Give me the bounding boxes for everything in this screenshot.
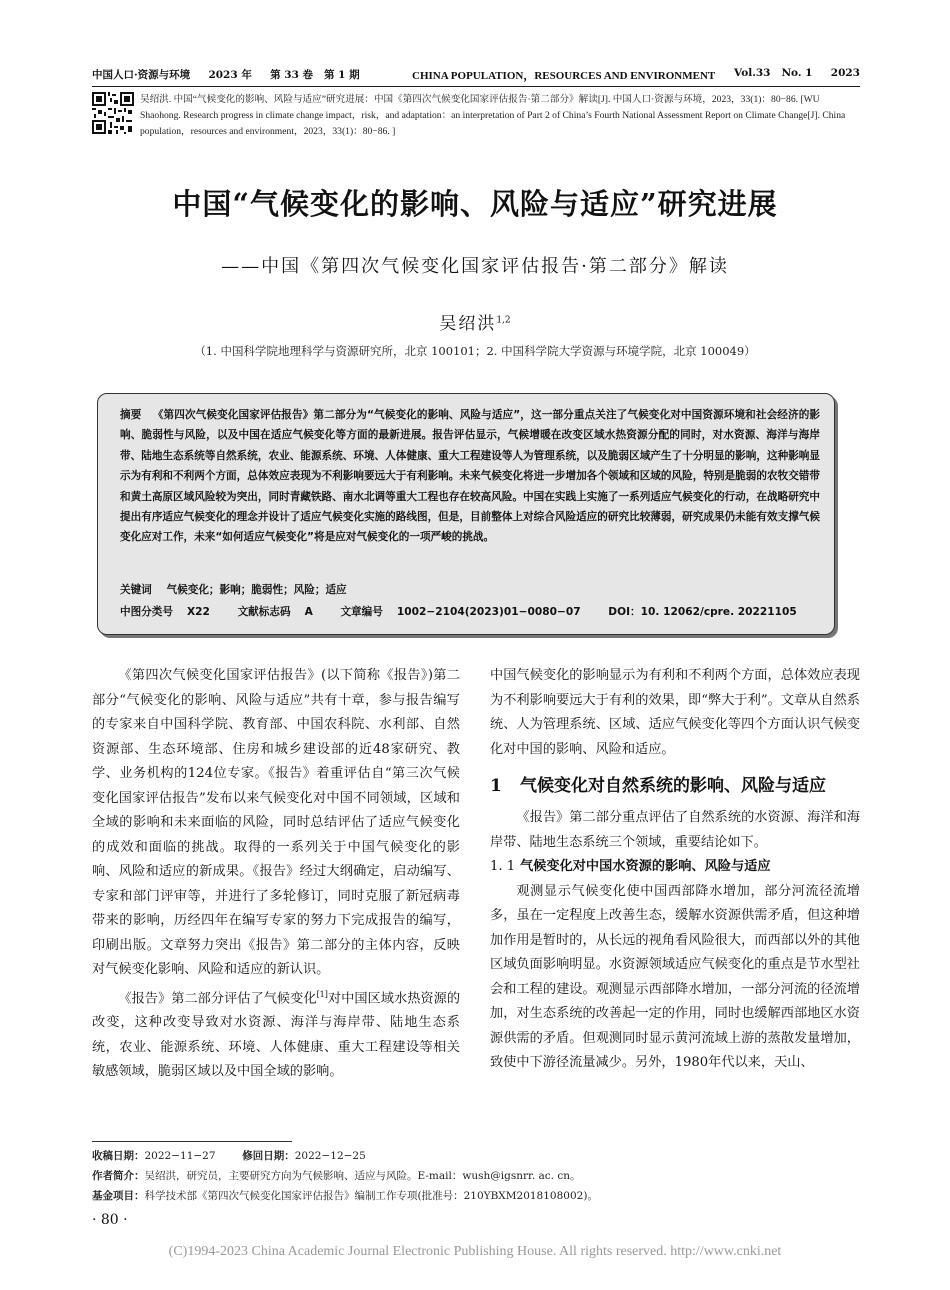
header-right (734, 67, 860, 79)
header-rule (92, 86, 860, 87)
section-title: 气候变化对自然系统的影响、风险与适应 (520, 776, 826, 796)
keywords: 气候变化；影响；脆弱性；风险；适应 (166, 584, 347, 596)
body-column-left (92, 664, 460, 1085)
subsection-heading (490, 855, 860, 880)
year-cn: 2023 年 (208, 69, 252, 81)
affiliation: （1. 中国科学院地理科学与资源研究所，北京 100101；2. 中国科学院大学资源与环境学院，北京 100049） (194, 344, 756, 358)
paragraph-text: 《报告》第二部分评估了气候变化 (118, 990, 317, 1006)
doi-value: 10. 12062/cpre. 20221105 (640, 606, 797, 618)
paragraph: 《第四次气候变化国家评估报告》(以下简称《报告》)第二部分“气候变化的影响、风险与适应”共有十章，参与报告编写的专家来自中国科学院、教育部、中国农科院、水利部、自然资源部、生态环境部、住房和城乡建设部的近48家研究、教学、业务机构的124位专家。《报告》着重评估自“第三次气候变化国家评估报告”发布以来气候变化对中国不同领域，区域和全域的影响和未来面临的风险，同时总结评估了适应气候变化的成效和面临的挑战。取得的一系列关于中国气候变化的影响、风险和适应的新成果。《报告》经过大纲确定，启动编写、专家和部门评审等，并进行了多轮修订，同时克服了新冠病毒带来的影响，历经四年在编写专家的努力下完成报告的编写，印刷出版。文章努力突出《报告》第二部分的主体内容，反映对气候变化影响、风险和适应的新认识。 (92, 668, 460, 977)
volume-en: Vol.33 (734, 67, 771, 79)
paragraph: 观测显示气候变化使中国西部降水增加，部分河流径流增多，虽在一定程度上改善生态，缓解水资源供需矛盾，但这种增加作用是暂时的，从长远的视角看风险很大，而西部以外的其他区域负面影响明显。水资源领域适应气候变化的重点是节水型社会和工程的建设。观测显示西部降水增加，一部分河流的径流增加，对生态系统的改善起一定的作用，同时也缓解西部地区水资源供需的矛盾。但观测同时显示黄河流域上游的蒸散发量增加，致使中下游径流量减少。另外，1980年代以来，天山、 (490, 883, 860, 1070)
paragraph: 《报告》第二部分重点评估了自然系统的水资源、海洋和海岸带、陆地生态系统三个领域，重要结论如下。 (490, 810, 860, 850)
journal-name-cn: 中国人口·资源与环境 (92, 69, 191, 81)
keywords-line (120, 582, 820, 597)
doccode-label: 文献标志码 (237, 606, 291, 618)
received-date: 2022−11−27 (144, 1150, 216, 1162)
subsection-number: 1. 1 (490, 859, 516, 874)
journal-name-en: CHINA POPULATION，RESOURCES AND ENVIRONMENT (412, 70, 716, 82)
received-label: 收稿日期： (92, 1150, 145, 1162)
fund-text: 科学技术部《第四次气候变化国家评估报告》编制工作专项(批准号：210YBXM2018108002)。 (144, 1190, 598, 1202)
volume-cn: 第 33 卷 (270, 69, 314, 81)
keywords-label: 关键词 (120, 584, 152, 596)
classification-line (120, 604, 820, 619)
paragraph-text: 对中国区域水热资源的改变，这种改变导致对水资源、海洋与海岸带、陆地生态系统，农业、能源系统、环境、人体健康、重大工程建设等相关敏感领域，脆弱区域以及中国全域的影响。 (92, 990, 461, 1080)
body-column-right (490, 664, 860, 1076)
revised-date: 2022−12−25 (294, 1150, 366, 1162)
copyright-watermark: (C)1994-2023 China Academic Journal Electronic Publishing House. All rights reserved. http://www.cnki.net (168, 1244, 782, 1259)
abstract-text: 《第四次气候变化国家评估报告》第二部分为“气候变化的影响、风险与适应”，这一部分重点关注了气候变化对中国资源环境和社会经济的影响、脆弱性与风险，以及中国在适应气候变化等方面的最新进展。报告评估显示，气候增暖在改变区域水热资源分配的同时，对水资源、海洋与海岸带、陆地生态系统等自然系统，农业、能源系统、环境、人体健康、重大工程建设等人为管理系统，以及脆弱区域产生了十分明显的影响，这种影响显示为有利和不利两个方面，总体效应表现为不利影响要远大于有利影响。未来气候变化将进一步增加各个领域和区域的风险，特别是脆弱的农牧交错带和黄土高原区域风险较为突出，同时青藏铁路、南水北调等重大工程也存在较高风险。中国在实践上实施了一系列适应气候变化的行动，在战略研究中提出有序适应气候变化的理念并设计了适应气候变化实施的路线图，但是，目前整体上对综合风险适应的研究比较薄弱，研究成果仍未能有效支撑气候变化应对工作，未来“如何适应气候变化”将是应对气候变化的一项严峻的挑战。 (120, 409, 820, 544)
section-number: 1 (490, 776, 502, 796)
number-en: No. 1 (781, 67, 813, 79)
subsection-title: 气候变化对中国水资源的影响、风险与适应 (520, 859, 771, 874)
author-bio: 吴绍洪，研究员，主要研究方向为气候影响、适应与风险。E-mail：wush@igsnrr. ac. cn。 (144, 1170, 581, 1182)
author-bio-label: 作者简介： (92, 1170, 145, 1182)
paper-subtitle: ——中国《第四次气候变化国家评估报告·第二部分》解读 (221, 256, 729, 277)
year-en: 2023 (830, 67, 860, 79)
clc-value: X22 (186, 606, 210, 618)
running-header (92, 67, 860, 85)
author-affil-markers: 1,2 (496, 315, 511, 326)
qr-code-icon (92, 92, 134, 134)
footnote-fund (92, 1188, 860, 1203)
doccode-value: A (304, 606, 313, 618)
footnote-rule (92, 1141, 292, 1142)
paper-title: 中国“气候变化的影响、风险与适应”研究进展 (172, 187, 778, 221)
issue-cn: 第 1 期 (324, 69, 360, 81)
abstract (120, 405, 820, 548)
page-number: · 80 · (92, 1212, 128, 1228)
articleno-value: 1002−2104(2023)01−0080−07 (396, 606, 581, 618)
paragraph: 中国气候变化的影响显示为有利和不利两个方面，总体效应表现为不利影响要远大于有利的效果，即“弊大于利”。文章从自然系统、人为管理系统、区域、适应气候变化等四个方面认识气候变化对中国的影响、风险和适应。 (490, 668, 860, 757)
citation-text: 吴绍洪. 中国“气候变化的影响、风险与适应”研究进展：中国《第四次气候变化国家评估报告·第二部分》解读[J]. 中国人口·资源与环境，2023，33(1)：80−86. [WU Shaohong. Research progress in climate change impact，risk，and adaptation：an interpretation of Part 2 of China’s Fourth National Assessment Report on Climate Change[J]. China population，resources and environment，2023，33(1)：80−86. ] (140, 94, 846, 137)
author-line (0, 309, 950, 334)
doi-label: DOI： (608, 606, 641, 618)
clc-label: 中图分类号 (120, 606, 173, 618)
author-name: 吴绍洪 (439, 314, 497, 334)
header-left (92, 67, 360, 82)
fund-label: 基金项目： (92, 1190, 145, 1202)
footnote-dates (92, 1148, 860, 1163)
paragraph (92, 983, 460, 1085)
footnote-author (92, 1168, 860, 1183)
section-heading (490, 774, 860, 798)
citation-ref: [1] (316, 989, 328, 999)
abstract-label: 摘要 (120, 409, 142, 421)
articleno-label: 文章编号 (340, 606, 383, 618)
revised-label: 修回日期： (242, 1150, 295, 1162)
